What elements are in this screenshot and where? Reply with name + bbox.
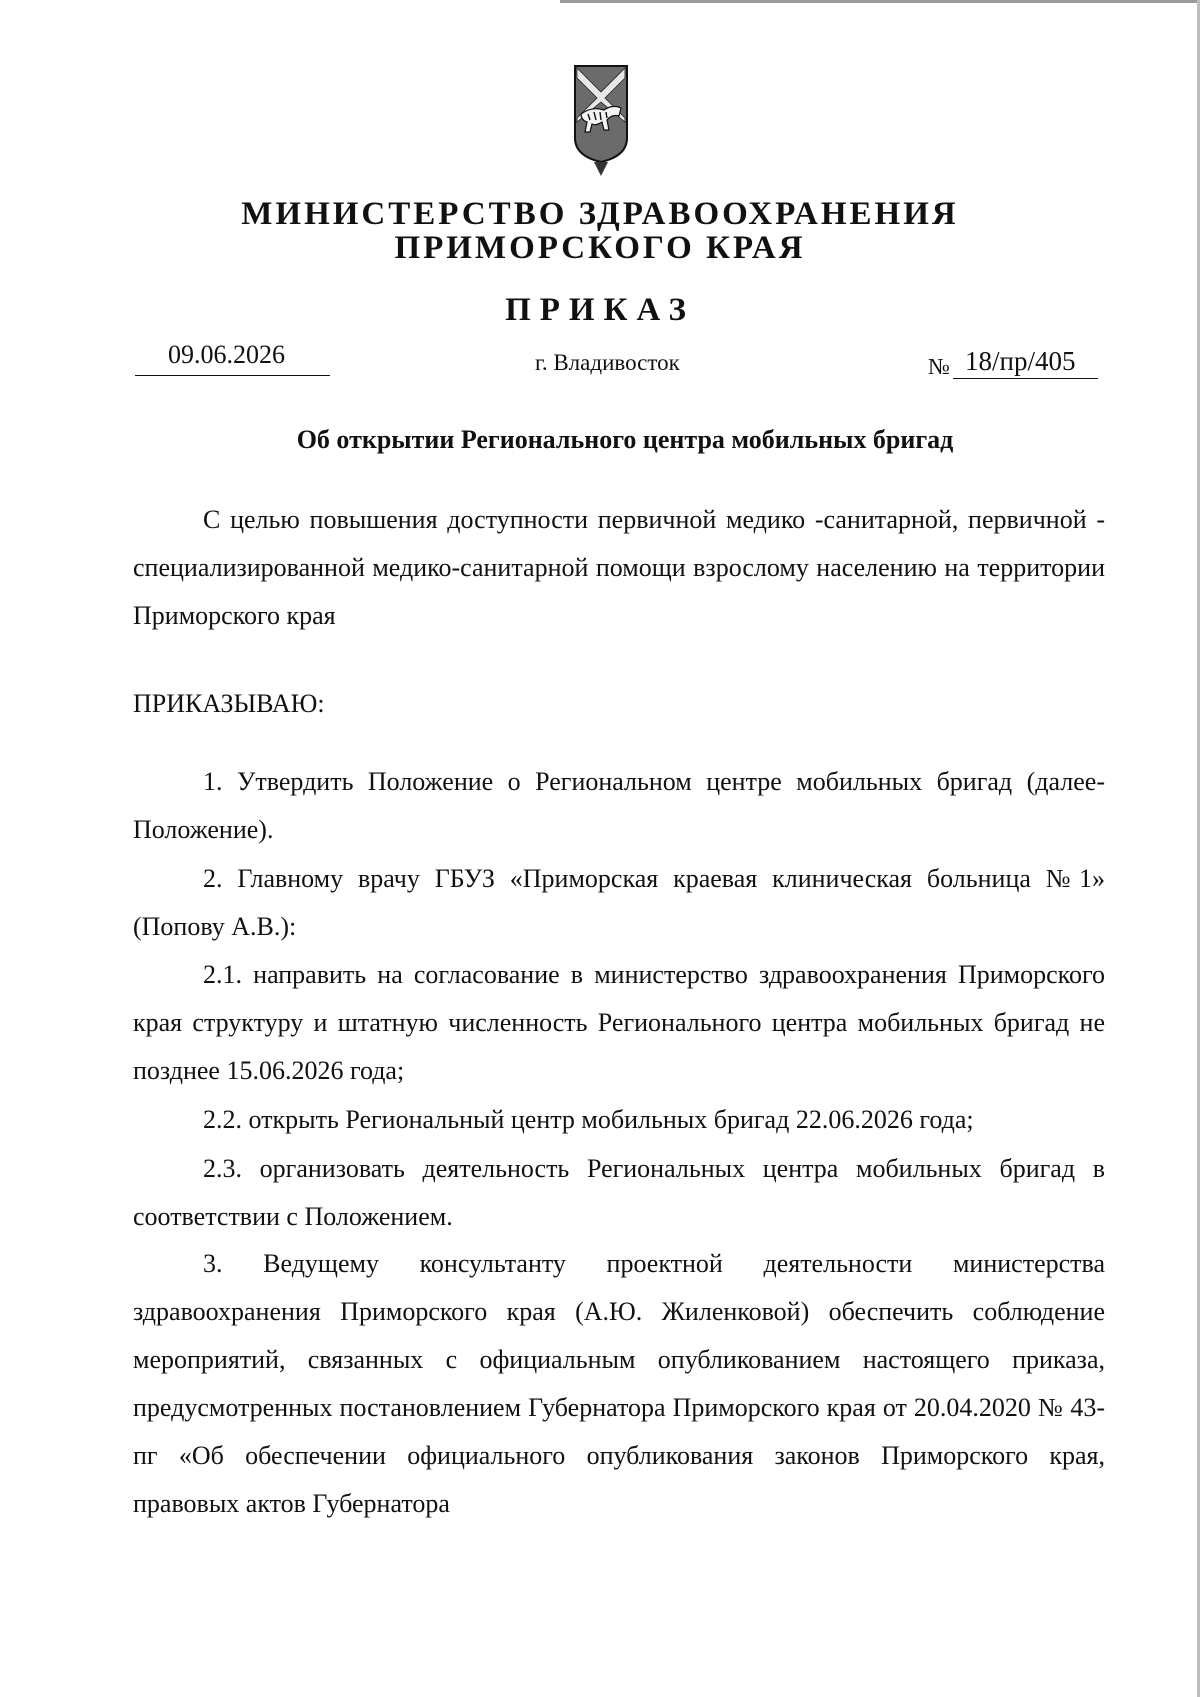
date-underline: [135, 375, 330, 376]
order-item-2-2: 2.2. открыть Региональный центр мобильных бригад 22.06.2026 года;: [203, 1105, 974, 1134]
preamble-paragraph: С целью повышения доступности первичной медико -санитарной, первичной - специализированной медико-санитарной помощи взрослому населению на территории Приморского края: [133, 505, 1105, 630]
primorsky-krai-coat-of-arms-icon: [572, 62, 630, 178]
order-item-3: 3. Ведущему консультанту проектной деятельности министерства здравоохранения Приморского края (А.Ю. Жиленковой) обеспечить соблюдение мероприятий, связанных с официальным опубликованием настоящего приказа, предусмотренных постановлением Губернатора Приморского края от 20.04.2020 № 43-пг «Об обеспечении официального опубликования законов Приморского края, правовых актов Губернатора: [133, 1249, 1105, 1518]
order-keyword: ПРИКАЗЫВАЮ:: [133, 689, 325, 718]
order-item-2: 2. Главному врачу ГБУЗ «Приморская краевая клиническая больница №1» (Попову А.В.):: [133, 864, 1105, 941]
order-number: 18/пр/405: [965, 346, 1076, 376]
city-label: г. Владивосток: [535, 350, 680, 375]
order-date-field: [135, 340, 330, 376]
ministry-name-line-2: ПРИМОРСКОГО КРАЯ: [394, 230, 806, 266]
document-type-heading: ПРИКАЗ: [505, 292, 695, 328]
order-number-field: [928, 346, 1098, 382]
order-date: 09.06.2026: [168, 340, 285, 369]
order-item-1: 1. Утвердить Положение о Региональном центре мобильных бригад (далее- Положение).: [133, 767, 1105, 844]
scan-edge-top: [560, 0, 1200, 3]
order-item-2-3: 2.3. организовать деятельность Региональных центра мобильных бригад в соответствии с Положением.: [133, 1154, 1105, 1231]
number-underline: [953, 378, 1098, 379]
number-sign: №: [928, 354, 950, 379]
document-title: Об открытии Регионального центра мобильных бригад: [296, 425, 954, 454]
ministry-name-line-1: МИНИСТЕРСТВО ЗДРАВООХРАНЕНИЯ: [241, 196, 959, 232]
order-item-2-1: 2.1. направить на согласование в министерство здравоохранения Приморского края структуру и штатную численность Регионального центра мобильных бригад не позднее 15.06.2026 года;: [133, 960, 1105, 1085]
